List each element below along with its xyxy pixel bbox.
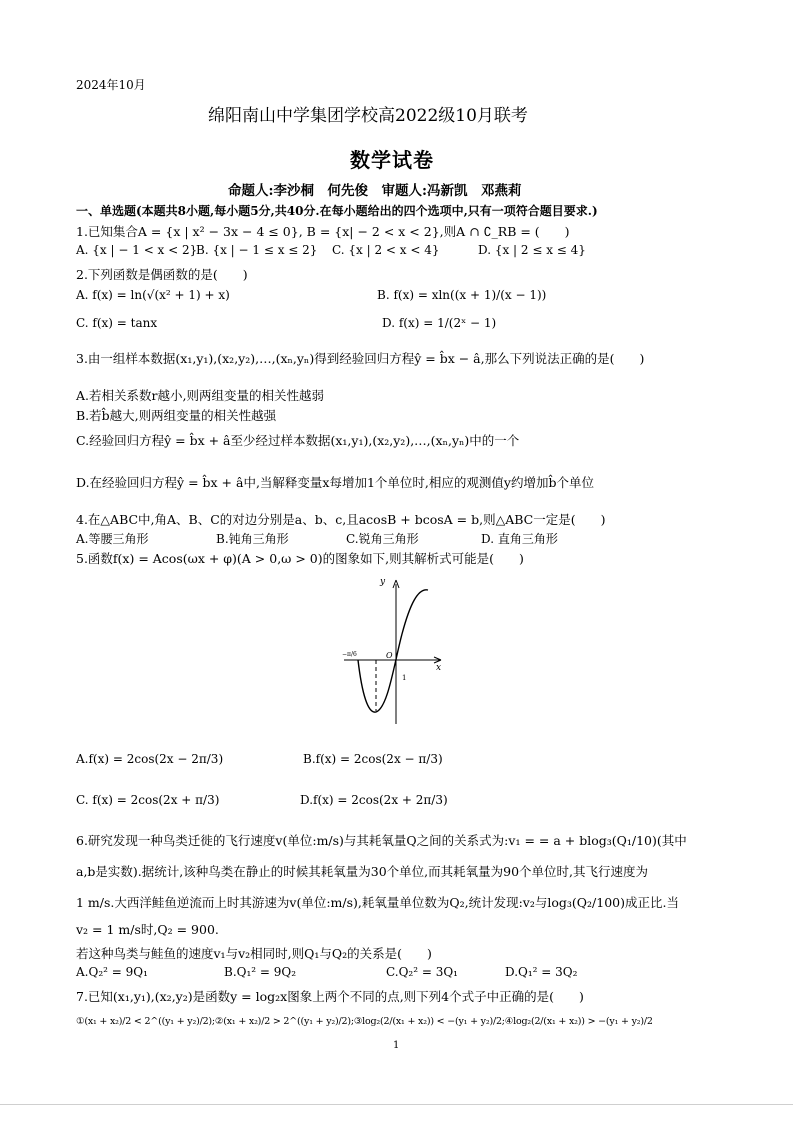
q3-option-d: D.在经验回归方程ŷ = b̂x + â中,当解释变量x每增加1个单位时,相应的观测值y约增加b̂个单位 bbox=[76, 475, 594, 490]
q1-stem: 1.已知集合A = {x | x² − 3x − 4 ≤ 0}, B = {x| − 2 < x < 2},则A ∩ ∁_RB = ( ) bbox=[76, 224, 570, 239]
q3-option-c: C.经验回归方程ŷ = b̂x + â至少经过样本数据(x₁,y₁),(x₂,y₂),…,(xₙ,yₙ)中的一个 bbox=[76, 433, 520, 448]
q4-option-b: B.钝角三角形 bbox=[216, 532, 289, 546]
q4-option-a: A.等腰三角形 bbox=[76, 532, 149, 546]
graph-label-y: y bbox=[380, 577, 386, 587]
q6-option-c: C.Q₂² = 3Q₁ bbox=[386, 965, 458, 979]
graph-label-x: x bbox=[436, 663, 442, 673]
q5-option-a: A.f(x) = 2cos(2x − 2π/3) bbox=[76, 752, 224, 766]
q5-option-b: B.f(x) = 2cos(2x − π/3) bbox=[303, 752, 443, 766]
q7-options: ①(x₁ + x₂)/2 < 2^((y₁ + y₂)/2);②(x₁ + x₂)/2 > 2^((y₁ + y₂)/2);③log₂(2/(x₁ + x₂)) < −(y₁ + y₂)/2;④log₂(2/(x₁ + x₂)) > −(y₁ + y₂)/2 bbox=[76, 1016, 653, 1027]
exam-subject: 数学试卷 bbox=[350, 148, 434, 172]
q4-option-c: C.锐角三角形 bbox=[346, 532, 419, 546]
q1-option-d: D. {x | 2 ≤ x ≤ 4} bbox=[478, 243, 586, 257]
q6-line-1: 6.研究发现一种鸟类迁徙的飞行速度v(单位:m/s)与其耗氧量Q之间的关系式为:v₁ = = a + blog₃(Q₁/10)(其中 bbox=[76, 833, 687, 848]
q2-option-a: A. f(x) = ln(√(x² + 1) + x) bbox=[76, 288, 230, 302]
q2-option-b: B. f(x) = xln((x + 1)/(x − 1)) bbox=[377, 288, 547, 302]
graph-label-neg-pi-6: −π/6 bbox=[342, 651, 357, 658]
q6-option-d: D.Q₁² = 3Q₂ bbox=[505, 965, 578, 979]
page-number: 1 bbox=[393, 1040, 400, 1051]
q5-option-c: C. f(x) = 2cos(2x + π/3) bbox=[76, 793, 220, 807]
graph-label-one: 1 bbox=[402, 674, 407, 682]
q6-option-a: A.Q₂² = 9Q₁ bbox=[76, 965, 148, 979]
section-heading: 一、单选题(本题共8小题,每小题5分,共40分.在每小题给出的四个选项中,只有一项符合题目要求.) bbox=[76, 204, 598, 218]
q7-stem: 7.已知(x₁,y₁),(x₂,y₂)是函数y = log₂x图象上两个不同的点,则下列4个式子中正确的是( ) bbox=[76, 989, 584, 1004]
q1-option-a: A. {x | − 1 < x < 2} bbox=[76, 243, 198, 257]
q6-line-4: v₂ = 1 m/s时,Q₂ = 900. bbox=[76, 922, 219, 937]
exam-title: 绵阳南山中学集团学校高2022级10月联考 bbox=[208, 106, 528, 126]
q3-option-a: A.若相关系数r越小,则两组变量的相关性越弱 bbox=[76, 388, 324, 403]
q6-option-b: B.Q₁² = 9Q₂ bbox=[224, 965, 297, 979]
page-bottom-rule bbox=[0, 1104, 793, 1105]
cosine-curve bbox=[358, 590, 428, 712]
q2-option-c: C. f(x) = tanx bbox=[76, 316, 158, 330]
q6-line-5: 若这种鸟类与鲑鱼的速度v₁与v₂相同时,则Q₁与Q₂的关系是( ) bbox=[76, 946, 432, 961]
graph-label-origin: O bbox=[386, 651, 393, 660]
q2-stem: 2.下列函数是偶函数的是( ) bbox=[76, 267, 248, 282]
q4-stem: 4.在△ABC中,角A、B、C的对边分别是a、b、c,且acosB + bcosA = b,则△ABC一定是( ) bbox=[76, 512, 606, 527]
exam-authors: 命题人:李沙桐 何先俊 审题人:冯新凯 邓燕莉 bbox=[228, 183, 522, 199]
q1-option-b: B. {x | − 1 ≤ x ≤ 2} bbox=[196, 243, 318, 257]
q6-line-3: 1 m/s.大西洋鲑鱼逆流而上时其游速为v(单位:m/s),耗氧量单位数为Q₂,统计发现:v₂与log₃(Q₂/100)成正比.当 bbox=[76, 895, 679, 910]
q3-option-b: B.若b̂越大,则两组变量的相关性越强 bbox=[76, 408, 277, 423]
q6-line-2: a,b是实数).据统计,该种鸟类在静止的时候其耗氧量为30个单位,而其耗氧量为90个单位时,其飞行速度为 bbox=[76, 864, 649, 879]
q2-option-d: D. f(x) = 1/(2ˣ − 1) bbox=[382, 316, 497, 330]
exam-date: 2024年10月 bbox=[76, 78, 146, 92]
q4-option-d: D. 直角三角形 bbox=[481, 532, 558, 546]
q5-stem: 5.函数f(x) = Acos(ωx + φ)(A > 0,ω > 0)的图象如下,则其解析式可能是( ) bbox=[76, 551, 524, 566]
q3-stem: 3.由一组样本数据(x₁,y₁),(x₂,y₂),…,(xₙ,yₙ)得到经验回归方程ŷ = b̂x − â,那么下列说法正确的是( ) bbox=[76, 351, 645, 366]
q5-option-d: D.f(x) = 2cos(2x + 2π/3) bbox=[300, 793, 448, 807]
q1-option-c: C. {x | 2 < x < 4} bbox=[332, 243, 440, 257]
q5-cosine-graph bbox=[336, 574, 454, 730]
